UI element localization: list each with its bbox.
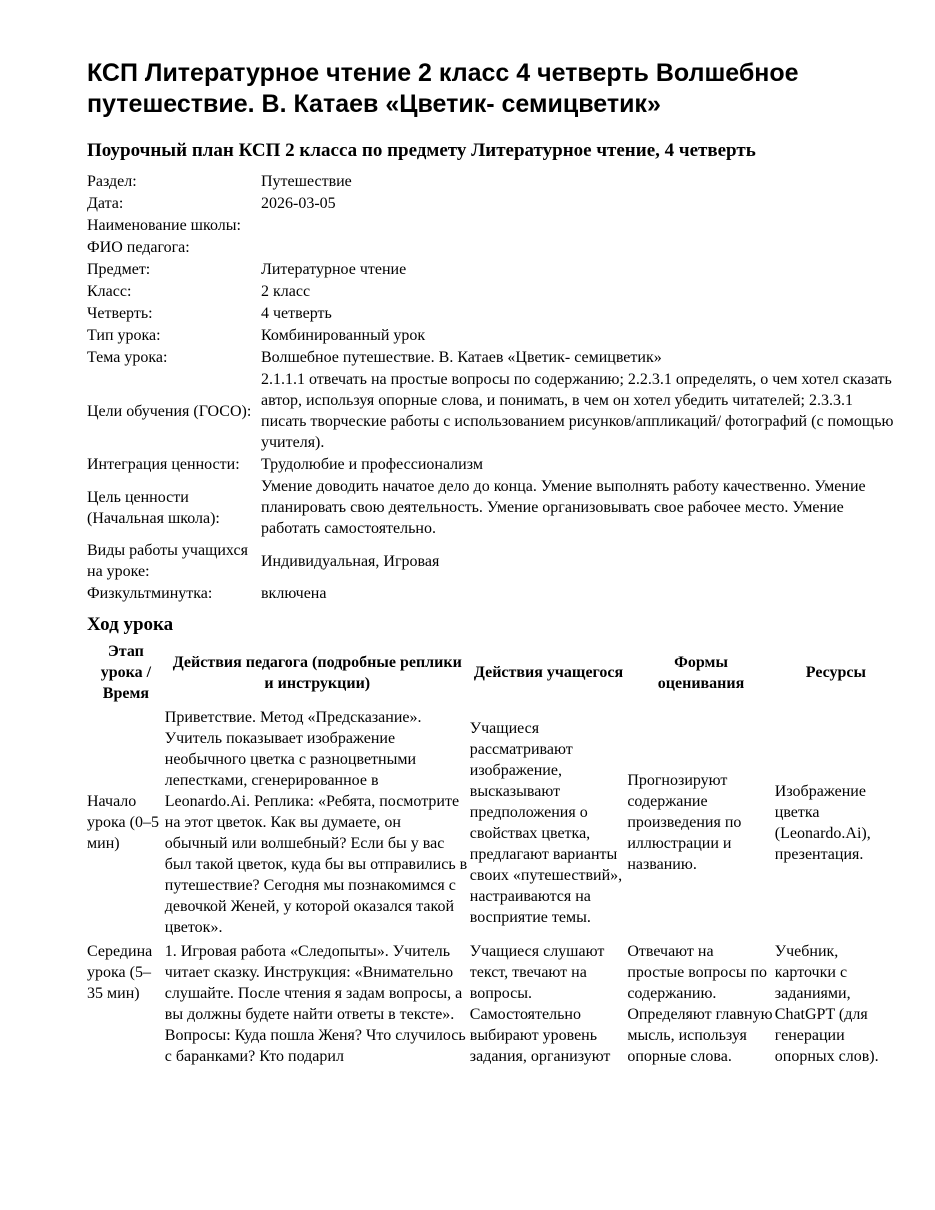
info-label: Предмет: <box>87 261 151 278</box>
info-label: Тип урока: <box>87 327 161 344</box>
info-row <box>87 303 897 325</box>
stage-cell: Начало урока (0–5 мин) <box>87 793 159 852</box>
plan-subtitle: Поурочный план КСП 2 класса по предмету Литературное чтение, 4 четверть <box>87 140 756 161</box>
lesson-steps-table <box>87 641 897 1070</box>
info-row <box>87 281 897 303</box>
info-value: Трудолюбие и профессионализм <box>261 456 483 473</box>
info-value: включена <box>261 585 327 602</box>
info-label: Интеграция ценности: <box>87 456 240 473</box>
info-value: Умение доводить начатое дело до конца. Умение выполнять работу качественно. Умение планировать свою деятельность. Умение организовывать свое рабочее место. Умение работать самостоятельно. <box>261 478 866 537</box>
info-row <box>87 171 897 193</box>
assessment-cell: Отвечают на простые вопросы по содержанию. Определяют главную мысль, используя опорные слова. <box>627 943 773 1065</box>
info-row <box>87 325 897 347</box>
info-row <box>87 215 897 237</box>
info-row <box>87 259 897 281</box>
info-value: 2.1.1.1 отвечать на простые вопросы по содержанию; 2.2.3.1 определять, о чем хотел сказать автор, используя опорные слова, и понимать, в чем он хотел убедить читателей; 2.3.3.1 писать творческие работы с использованием рисунков/аппликаций/ фотографий (с помощью учителя). <box>261 371 894 451</box>
stage-cell: Середина урока (5–35 мин) <box>87 943 153 1002</box>
lesson-heading: Ход урока <box>87 614 174 635</box>
table-row <box>87 941 897 1070</box>
info-label: Раздел: <box>87 173 137 190</box>
info-value: Комбинированный урок <box>261 327 426 344</box>
header-stage: Этап урока / Время <box>100 643 152 702</box>
info-value: 2 класс <box>261 283 311 300</box>
table-header-row <box>87 641 897 707</box>
teacher-cell: Приветствие. Метод «Предсказание». Учитель показывает изображение необычного цветка с разноцветными лепестками, сгенерированное в Leonardo.Ai. Реплика: «Ребята, посмотрите на этот цветок. Как вы думаете, он обычный или волшебный? Если бы у вас был такой цветок, куда бы вы отправились в путешествие? Сегодня мы познакомимся с девочкой Женей, у которой оказался такой цветок». <box>164 709 468 936</box>
info-row <box>87 193 897 215</box>
students-cell: Учащиеся слушают текст, твечают на вопросы. Самостоятельно выбирают уровень задания, организуют <box>469 943 611 1065</box>
info-label: Класс: <box>87 283 132 300</box>
info-row <box>87 454 897 476</box>
resources-cell: Изображение цветка (Leonardo.Ai), презентация. <box>774 782 871 863</box>
info-row <box>87 237 897 259</box>
teacher-cell: 1. Игровая работа «Следопыты». Учитель читает сказку. Инструкция: «Внимательно слушайте. После чтения я задам вопросы, а вы должны будете найти ответы в тексте». Вопросы: Куда пошла Женя? Что случилось с баранками? Кто подарил <box>164 943 466 1065</box>
header-assessment: Формы оценивания <box>657 653 745 692</box>
header-resources: Ресурсы <box>805 664 866 681</box>
assessment-cell: Прогнозируют содержание произведения по иллюстрации и названию. <box>627 772 742 873</box>
info-row <box>87 540 897 583</box>
info-row <box>87 347 897 369</box>
info-label: Четверть: <box>87 305 153 322</box>
info-label: Тема урока: <box>87 349 168 366</box>
info-label: Дата: <box>87 195 124 212</box>
info-label: ФИО педагога: <box>87 239 190 256</box>
info-row <box>87 476 897 540</box>
info-value: Путешествие <box>261 173 352 190</box>
info-label: Физкультминутка: <box>87 585 213 602</box>
info-row <box>87 583 897 605</box>
students-cell: Учащиеся рассматривают изображение, высказывают предположения о свойствах цветка, предлагают варианты своих «путешествий», настраиваются на восприятие темы. <box>469 719 623 926</box>
info-label: Виды работы учащихся на уроке: <box>87 542 248 580</box>
info-row <box>87 369 897 454</box>
lesson-info-table <box>87 171 897 605</box>
info-label: Цели обучения (ГОСО): <box>87 402 252 420</box>
header-students: Действия учащегося <box>473 664 624 681</box>
header-teacher: Действия педагога (подробные реплики и инструкции) <box>172 653 462 692</box>
table-row <box>87 707 897 941</box>
info-value: Волшебное путешествие. В. Катаев «Цветик- семицветик» <box>261 349 662 366</box>
document-page <box>87 58 897 1070</box>
document-title: КСП Литературное чтение 2 класс 4 четверть Волшебное путешествие. В. Катаев «Цветик- семицветик» <box>87 59 799 118</box>
info-value: 2026-03-05 <box>261 195 336 212</box>
info-value: Индивидуальная, Игровая <box>261 552 440 570</box>
info-value: 4 четверть <box>261 305 332 322</box>
info-value <box>261 237 897 259</box>
info-value <box>261 215 897 237</box>
resources-cell: Учебник, карточки с заданиями, ChatGPT (для генерации опорных слов). <box>774 943 879 1065</box>
info-value: Литературное чтение <box>261 261 407 278</box>
info-label: Наименование школы: <box>87 217 241 234</box>
info-label: Цель ценности (Начальная школа): <box>87 488 220 527</box>
